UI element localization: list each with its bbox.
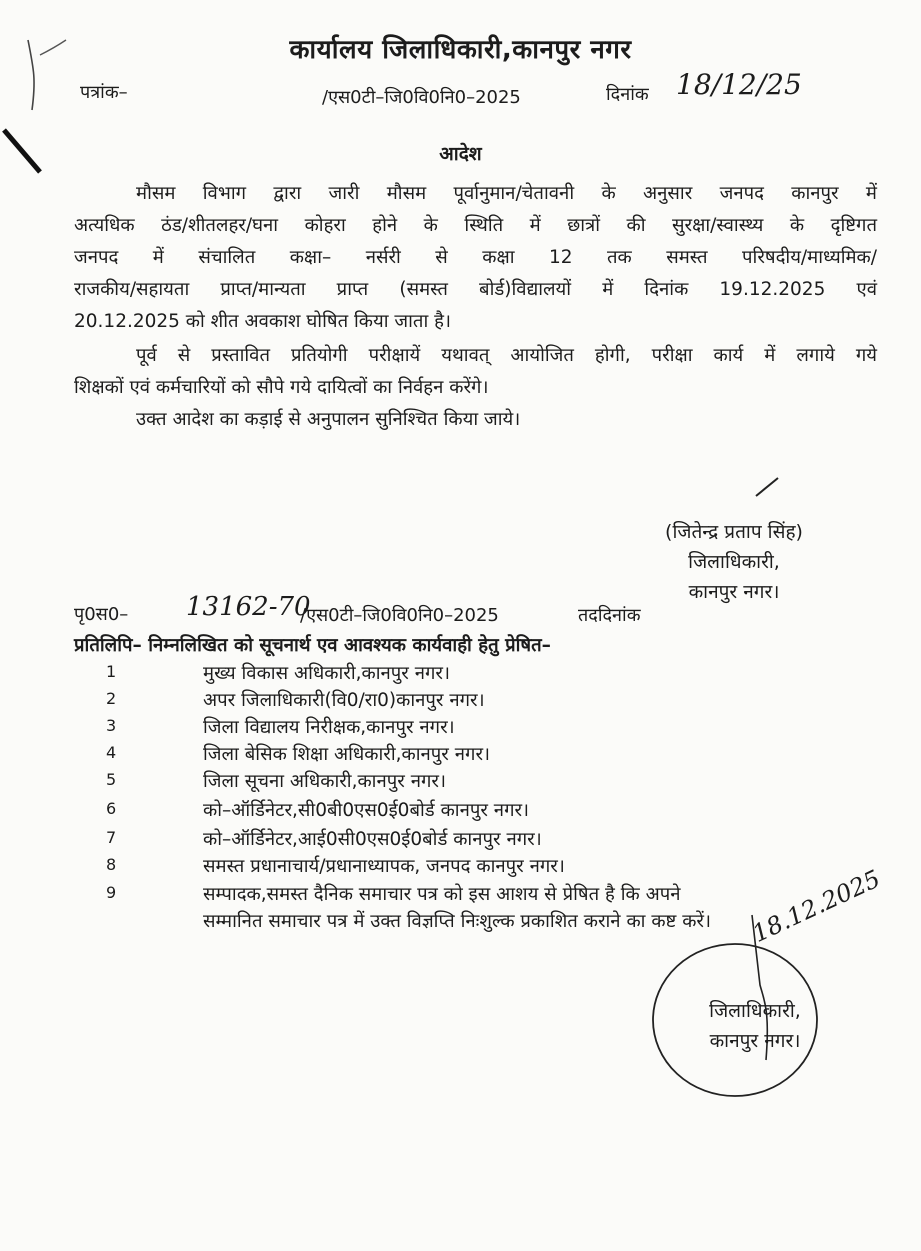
copy-signatory-block	[690, 996, 820, 1056]
copy-date: तददिनांक	[578, 605, 641, 626]
list-item-number: 8	[106, 855, 117, 874]
list-item	[0, 881, 921, 909]
list-item-continuation: सम्मानित समाचार पत्र में उक्त विज्ञप्ति निःशुल्क प्रकाशित कराने का कष्ट करें।	[203, 911, 712, 932]
list-item-text: जिला विद्यालय निरीक्षक,कानपुर नगर।	[203, 717, 455, 738]
para3: उक्त आदेश का कड़ाई से अनुपालन सुनिश्चित किया जाये।	[136, 409, 521, 430]
list-item-number: 6	[106, 799, 117, 818]
ref-number: /एस0टी–जि0वि0नि0–2025	[322, 87, 521, 108]
list-item	[0, 768, 921, 796]
signature-tick	[756, 478, 778, 496]
list-item-text: जिला बेसिक शिक्षा अधिकारी,कानपुर नगर।	[203, 744, 491, 765]
copy-sign-designation: जिलाधिकारी,	[709, 1000, 801, 1022]
list-item-text: मुख्य विकास अधिकारी,कानपुर नगर।	[203, 663, 450, 684]
copy-ref-label: पृ0स0–	[74, 604, 129, 625]
signatory-name: (जितेन्द्र प्रताप सिंह)	[665, 521, 803, 543]
list-item	[0, 741, 921, 769]
list-item-text: अपर जिलाधिकारी(वि0/रा0)कानपुर नगर।	[203, 690, 485, 711]
list-item-text: को–ऑर्डिनेटर,आई0सी0एस0ई0बोर्ड कानपुर नगर।	[203, 829, 542, 850]
list-item-number: 3	[106, 716, 117, 735]
list-item-number: 1	[106, 662, 117, 681]
list-item	[0, 714, 921, 742]
list-item-text: समस्त प्रधानाचार्य/प्रधानाध्यापक, जनपद कानपुर नगर।	[203, 856, 565, 877]
para2-line-2: शिक्षकों एवं कर्मचारियों को सौपे गये दायित्वों का निर्वहन करेंगे।	[74, 377, 489, 398]
list-item-number: 2	[106, 689, 117, 708]
list-item-text: जिला सूचना अधिकारी,कानपुर नगर।	[203, 771, 446, 792]
list-item-text: को–ऑर्डिनेटर,सी0बी0एस0ई0बोर्ड कानपुर नगर।	[203, 800, 530, 821]
ref-label: पत्रांक–	[80, 82, 128, 103]
copy-ref-handwritten: 13162-70	[186, 592, 311, 622]
para1-line-5: 20.12.2025 को शीत अवकाश घोषित किया जाता है।	[74, 311, 451, 332]
para1-line-1: मौसम विभाग द्वारा जारी मौसम पूर्वानुमान/चेतावनी के अनुसार जनपद कानपुर में	[136, 183, 877, 204]
handwritten-date: 18/12/25	[676, 68, 802, 101]
copy-sign-place: कानपुर नगर।	[709, 1030, 801, 1052]
para1-line-4: राजकीय/सहायता प्राप्त/मान्यता प्राप्त (समस्त बोर्ड)विद्यालयों में दिनांक 19.12.2025 एवं	[74, 279, 877, 300]
list-item	[0, 797, 921, 825]
date-label: दिनांक	[606, 84, 649, 105]
order-heading: आदेश	[439, 143, 482, 165]
list-item-number: 4	[106, 743, 117, 762]
handwritten-signature-date: 18.12.2025	[748, 864, 885, 948]
list-item-number: 9	[106, 883, 117, 902]
signatory-designation: जिलाधिकारी,	[688, 551, 780, 573]
copy-ref-number: /एस0टी–जि0वि0नि0–2025	[300, 605, 499, 626]
list-item	[0, 853, 921, 881]
list-item-number: 7	[106, 828, 117, 847]
list-item-text: सम्पादक,समस्त दैनिक समाचार पत्र को इस आशय से प्रेषित है कि अपने	[203, 884, 681, 905]
para1-line-3: जनपद में संचालित कक्षा– नर्सरी से कक्षा 12 तक समस्त परिषदीय/माध्यमिक/	[74, 247, 877, 268]
signatory-place: कानपुर नगर।	[688, 581, 780, 603]
signatory-block	[604, 517, 864, 607]
office-title: कार्यालय जिलाधिकारी,कानपुर नगर	[289, 35, 632, 65]
para2-line-1: पूर्व से प्रस्तावित प्रतियोगी परीक्षायें यथावत् आयोजित होगी, परीक्षा कार्य में लगाये गये	[136, 345, 877, 366]
para1-line-2: अत्यधिक ठंड/शीतलहर/घना कोहरा होने के स्थिति में छात्रों की सुरक्षा/स्वास्थ्य के दृष्टिगत	[74, 215, 877, 236]
copy-heading: प्रतिलिपि– निम्नलिखित को सूचनार्थ एव आवश्यक कार्यवाही हेतु प्रेषित–	[74, 635, 551, 656]
list-item	[0, 660, 921, 688]
list-item	[0, 826, 921, 854]
list-item	[0, 687, 921, 715]
list-item-number: 5	[106, 770, 117, 789]
